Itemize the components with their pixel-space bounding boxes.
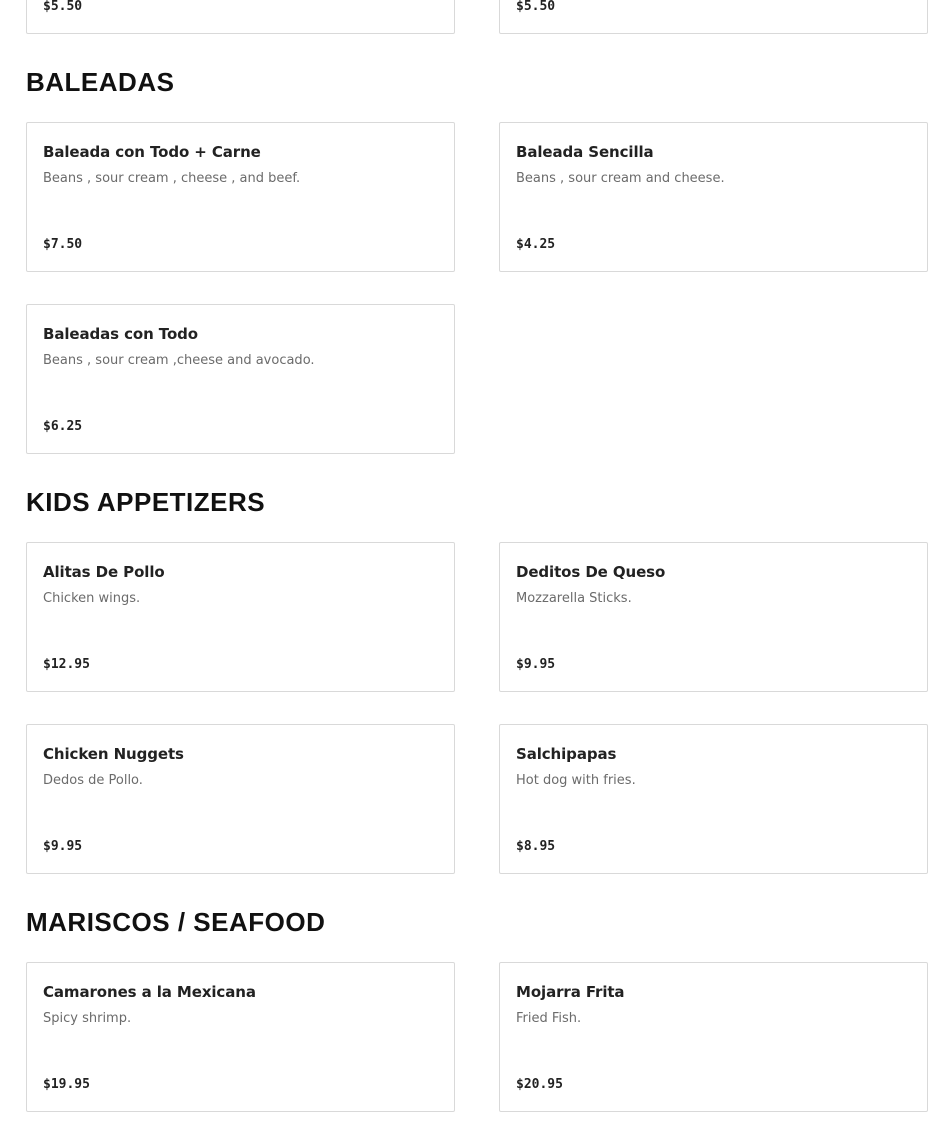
menu-item-card[interactable]: [26, 542, 455, 692]
item-price: $7.50: [43, 237, 83, 252]
item-description: Beans , sour cream , cheese , and beef.: [43, 171, 301, 186]
item-price: $12.95: [43, 657, 90, 672]
item-name: Baleada con Todo + Carne: [43, 143, 261, 161]
menu-item-card[interactable]: [499, 962, 928, 1112]
menu-item-card[interactable]: [499, 0, 928, 34]
item-name: Baleada Sencilla: [516, 143, 654, 161]
section-title-mariscos-seafood: MARISCOS / SEAFOOD: [26, 907, 326, 937]
item-description: Spicy shrimp.: [43, 1011, 132, 1026]
item-description: Beans , sour cream ,cheese and avocado.: [43, 353, 315, 368]
item-price: $19.95: [43, 1077, 90, 1092]
menu-item-card[interactable]: [26, 0, 455, 34]
item-name: Salchipapas: [516, 745, 617, 763]
item-name: Deditos De Queso: [516, 563, 666, 581]
item-price: $5.50: [43, 0, 83, 14]
menu-item-card[interactable]: [499, 122, 928, 272]
menu-item-card[interactable]: [26, 304, 455, 454]
menu-item-card[interactable]: [499, 724, 928, 874]
item-description: Mozzarella Sticks.: [516, 591, 632, 606]
menu-item-card[interactable]: [499, 542, 928, 692]
menu-item-card[interactable]: [26, 724, 455, 874]
item-description: Dedos de Pollo.: [43, 773, 143, 788]
item-price: $8.95: [516, 839, 556, 854]
item-price: $9.95: [516, 657, 556, 672]
item-name: Mojarra Frita: [516, 983, 625, 1001]
item-price: $20.95: [516, 1077, 563, 1092]
section-title-baleadas: BALEADAS: [26, 67, 175, 97]
item-price: $4.25: [516, 237, 556, 252]
menu-item-card[interactable]: [26, 962, 455, 1112]
item-description: Fried Fish.: [516, 1011, 582, 1026]
menu-item-card[interactable]: [26, 122, 455, 272]
item-name: Baleadas con Todo: [43, 325, 198, 343]
item-price: $5.50: [516, 0, 556, 14]
item-name: Alitas De Pollo: [43, 563, 165, 581]
item-name: Chicken Nuggets: [43, 745, 184, 763]
item-price: $6.25: [43, 419, 83, 434]
item-description: Beans , sour cream and cheese.: [516, 171, 725, 186]
section-title-kids-appetizers: KIDS APPETIZERS: [26, 487, 266, 517]
item-price: $9.95: [43, 839, 83, 854]
item-description: Hot dog with fries.: [516, 773, 636, 788]
item-description: Chicken wings.: [43, 591, 141, 606]
item-name: Camarones a la Mexicana: [43, 983, 256, 1001]
